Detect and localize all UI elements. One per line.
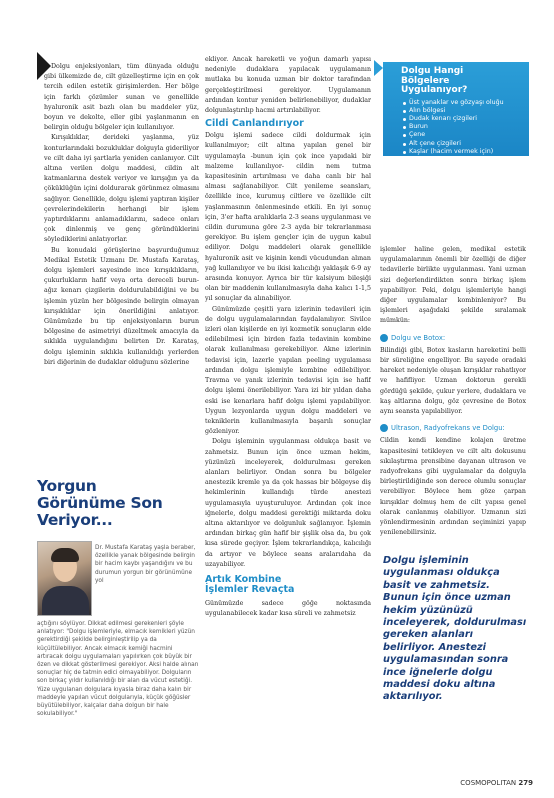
magazine-name: COSMOPOLITAN	[460, 779, 517, 787]
paragraph: Dolgu enjeksiyonları, tüm dünyada olduğu gibi ülkemizde de, cilt güzelleştirme için en çok tercih edilen estetik girişimlerden. Her bölge için farklı çözümler sunan ve genellikle hyaluronik asit bazlı olan bu maddeler yüz, boyun ve dekolte, eller gibi yaşlanmanın en belirgin olduğu bölgeler için kullanılıyor.	[44, 63, 199, 132]
paragraph: Günümüzde çeşitli yara izlerinin tedavileri için de dolgu uygulamalarından faydalanılıyor. Sivilce izleri olan kişilerde en iyi kozmetik sonuçların elde edilebilmesi için birden fazla tedavinin kombine olarak kullanılması gerekebiliyor. Akne izlerinin tedavisi için, lazerle yapılan peeling uygulaması ardından dolgu işlemiyle kombine edilebiliyor. Travma ve yanık izlerinin tedavisi için ise hafif dolgu işlemi önerilebiliyor. Yara izi bir yıldan daha eski ise kenarlara hafif dolgu işlemi yapılabiliyor. Uygun lezyonlarda uygun dolgu maddeleri ve tekniklerin kullanılmasıyla başarılı sonuçlar gözleniyor.	[205, 305, 371, 436]
paragraph: Dolgu işleminin uygulanması oldukça basit ve zahmetsiz. Bunun için önce uzman hekim, yüzünüzü inceleyerek, doldurulması gereken alanları belirliyor. Ondan sonra bu bölgeler anestezik kremle ya da çok hassas bir bölgeyse diş hekimlerinin kullandığı türde anestezi uygulamasıyla uyuşturuluyor. Ardından çok ince iğnelerle, dolgu maddesi gerektiği miktarda doku altına aktarılıyor ve dolgunluk sağlanıyor. İşlemin ardından birkaç gün hafif bir şişlik olsa da, bu çok kısa sürede geçiyor. İşlem tekrarlandıkça, kalıcılığı da artıyor ve böylece seans aralarıdaha da uzayabiliyor.	[205, 438, 371, 568]
list-item: Çene	[383, 131, 529, 139]
pull-quote: Dolgu işleminin uygulanması oldukça basit ve zahmetsiz. Bunun için önce uzman hekim yüzünüzü inceleyerek, doldurulması gereken alanları belirliyor. Anestezi uygulamasından sonra ince iğnelerle dolgu maddesi doku altına aktarılıyor.	[383, 555, 527, 703]
paragraph: Cildin kendi kendine kolajen üretme kapasitesini tetikleyen ve cilt altı dokusunu sıkılaştırma prensibine dayanan ultrason ve radyofrekans gibi uygulamalar da dolguyla birleştirildiğinde son derece olumlu sonuçlar verebiliyor. Böylece hem göze çarpan kırışıklar dolmuş hem de cilt yapısı genel olarak canlanmış olabiliyor. Uzmanın sizi yönlendirmesinin ardından seçiminizi yapıp yenilenebilirsiniz.	[380, 437, 526, 537]
paragraph: Bu konudaki görüşlerine başvurduğumuz Medikal Estetik Uzmanı Dr. Mustafa Karataş, dolgu işlemleri sayesinde ince kırışıklıkların, çukurlukların hafif veya orta dereceli burun-ağız kenarı çizgilerin doldurulabildiğini ve bu işlemin yüzün her bölgesinde belirgin olmayan kırışıklıklar için önerildiğini anlatıyor. Günümüzde bu tip enjeksiyonların burun bölgesine de asimetriyi düzeltmek amacıyla da sıklıkla uygulandığını belirten Dr. Karataş, dolgu işleminin sıklıkla kullanıldığı yerlerden biri diğerinin de dudaklar olduğunu sözlerine	[44, 246, 199, 366]
sidebar-title: Yorgun Görünüme Son Veriyor...	[37, 477, 163, 529]
list-item: Dudak kenarı çizgileri	[383, 115, 529, 123]
subheading-cildi-canlandiriyor: Cildi Canlandırıyor	[205, 118, 304, 130]
sidebar-text: Dr. Mustafa Karataş yaşla beraber, özellikle yanak bölgesinde belirgin bir hacim kaybı yaşandığını ve bu durumun yorgun bir görünümüne yol	[95, 545, 196, 584]
doctor-photo	[37, 541, 92, 616]
regions-info-box	[383, 62, 529, 163]
list-item: Kaşlar (hacim vermek için)	[383, 148, 529, 156]
section-ultrason-radyofrekans: Ultrason, Radyofrekans ve Dolgu:	[380, 423, 526, 433]
sidebar-doctor-box	[37, 478, 199, 778]
paragraph: Dolgu işlemi sadece cildi doldurmak için kullanılmıyor; cilt altına yapılan genel bir uygulamayla -bunun için çok ince yapıdaki bir malzeme kullanılıyor- cildin nem tutma kapasitesinin artırılması ve daha canlı bir hal alması sağlanabiliyor. Cilt yenileme seansları, özellikle ince, kurumuş ciltlere ve özellikle cilt yaşlanmasının önlenmesinde etkili. En iyi sonuç için, 3'er hafta aralıklarla 2-3 seans uygulanması ve cildin durumuna göre 2-3 ayda bir tekrarlanması gerekiyor. Bu işlem gençler için de uygun kabul ediliyor. Dolgu maddeleri olarak genellikle hyaluronik asit ve kişinin kendi vücudundan alınan yağ kullanılıyor ve bu ikisi kalıcılığı yaklaşık 6-9 ay arasında konuyor. Ayrıca bir tür kalsiyum bileşiği olan bir maddenin kullanılmasıyla daha kalıcı 1-1,5 yıl sonuçlar da alınabiliyor.	[205, 132, 371, 303]
bullet-dot-icon	[380, 424, 388, 432]
list-item: Alın bölgesi	[383, 107, 529, 115]
article-column-2	[205, 55, 371, 795]
list-item: Burun	[383, 123, 529, 131]
bullet-dot-icon	[380, 334, 388, 342]
sidebar-text-continued: açtığını söylüyor. Dikkat edilmesi gerekenleri şöyle anlatıyor: "Dolgu işlemleriyle, elmacık kemikleri yüzün gerektirdiği şekilde belirginleştirilip ya da küçültülebiliyor. Ancak elmacık kemiği hacmini artıracak dolgu uygulamaları yapılırken çok büyük bir özen ve dikkat gösterilmesi gerekiyor. Aksi halde alınan sonuçlar hiç de tatmin edici olmayabiliyor. Dolguların son birkaç yıldır kullanıldığı bir alan da vücut estetiği. Yüze uygulanan dolgulara kıyasla biraz daha kalın bir maddeyle yapılan vücut dolgularıyla, küçük göğüsler büyütülebiliyor, kalçalar daha dolgun bir hale sokulabiliyor."	[37, 621, 199, 718]
paragraph: Bilindiği gibi, Botox kasların hareketini belli bir süreliğine engelliyor. Bu sayede oradaki hareket nedeniyle oluşan kırışıklar rahatlıyor ve hafifliyor. Uzman doktorun gerekli gördüğü şekilde, çukur yerlere, dudaklara ve kaş altlarına dolgu, göz çevresine de Botox aynı seansta yapılabiliyor.	[380, 346, 526, 416]
box-pointer	[374, 60, 383, 76]
paragraph: işlemler haline gelen, medikal estetik uygulamalarının önemli bir özelliği de diğer tedavilerle birlikte uygulanması. Yani uzman sizi değerlendirdikten sonra birkaç işlem yapabiliyor. Peki, dolgu işlemleriyle hangi diğer uygulamalar kombinleniyor? Bu işlemleri aşağıdaki şekilde sıralamak mümkün:	[380, 246, 526, 325]
page-number: 279	[518, 779, 533, 787]
subheading-kombine-islemler: Artık Kombine İşlemler Revaçta	[205, 573, 295, 596]
paragraph: Kırışıklıklar, derideki yaşlanma, yüz konturlarındaki bozukluklar dolguyla gideriliyor ve cilt daha iyi şartlarla yeniden canlanıyor. Cilt altına verilen dolgu maddesi, cildin alt katmanlarına destek veriyor ve kırışığın ya da çöküklüğün içini doldurarak görünmez olmasını sağlıyor. Genellikle, dolgu işlemi yaptıran kişiler çevrelerindekilerin herhangi bir işlem yaptırdıklarını anlamadıklarını, sadece onları çok dinlenmiş ve genç göründüklerini söylediklerini anlatıyorlar.	[44, 134, 199, 244]
article-column-1	[37, 62, 199, 467]
paragraph: Günümüzde sadece göğe noktasında uygulanabilecek kadar kısa süreli ve zahmetsiz	[205, 599, 371, 618]
list-item: Üst yanaklar ve gözyaşı oluğu	[383, 99, 529, 107]
article-column-3	[380, 245, 526, 545]
list-item: Yara izleri	[383, 156, 529, 164]
section-dolgu-botox: Dolgu ve Botox:	[380, 333, 526, 343]
paragraph: ekliyor. Ancak hareketli ve yoğun damarlı yapısı nedeniyle dudaklara yapılacak uygulamanın mutlaka bu konuda uzman bir doktor tarafından gerçekleştirilmesi gerekiyor. Uygulamanın ardından kontur yeniden belirlenebiliyor, dudaklar dolgunlaştırılıp hacmi artırılabiliyor.	[205, 56, 371, 115]
page-footer	[460, 779, 533, 787]
box-title: Dolgu Hangi Bölgelere Uygulanıyor?	[401, 66, 468, 95]
regions-list	[383, 99, 529, 165]
list-item: Alt çene çizgileri	[383, 140, 529, 148]
